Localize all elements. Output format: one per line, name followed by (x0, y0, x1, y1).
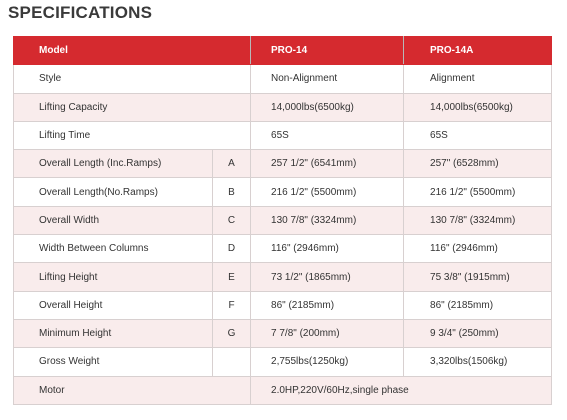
row-label: Lifting Time (14, 121, 251, 149)
row-value-pro-14: 2,755lbs(1250kg) (251, 348, 404, 376)
header-pro-14a: PRO-14A (404, 37, 552, 65)
row-dimension-letter (213, 348, 251, 376)
row-value-pro-14: 65S (251, 121, 404, 149)
row-value-pro-14: 7 7/8" (200mm) (251, 319, 404, 347)
row-label: Style (14, 65, 251, 93)
row-value-pro-14: 216 1/2" (5500mm) (251, 178, 404, 206)
row-dimension-letter: A (213, 150, 251, 178)
row-label: Overall Length(No.Ramps) (14, 178, 213, 206)
row-dimension-letter: C (213, 206, 251, 234)
row-dimension-letter: D (213, 235, 251, 263)
row-value-pro-14: 86" (2185mm) (251, 291, 404, 319)
table-row (14, 178, 552, 206)
row-label: Lifting Capacity (14, 93, 251, 121)
row-value-pro-14: 130 7/8" (3324mm) (251, 206, 404, 234)
row-label: Overall Height (14, 291, 213, 319)
row-label-motor: Motor (14, 376, 251, 404)
table-row (14, 348, 552, 376)
row-value-pro-14a: 116" (2946mm) (404, 235, 552, 263)
row-value-pro-14a: 257" (6528mm) (404, 150, 552, 178)
table-row (14, 65, 552, 93)
table-header-row (14, 37, 552, 65)
row-label: Minimum Height (14, 319, 213, 347)
row-label: Gross Weight (14, 348, 213, 376)
row-value-pro-14: 73 1/2" (1865mm) (251, 263, 404, 291)
row-dimension-letter: B (213, 178, 251, 206)
row-value-pro-14a: Alignment (404, 65, 552, 93)
header-pro-14: PRO-14 (251, 37, 404, 65)
table-row (14, 93, 552, 121)
row-value-pro-14a: 86" (2185mm) (404, 291, 552, 319)
table-row (14, 235, 552, 263)
table-row-motor (14, 376, 552, 404)
row-value-motor: 2.0HP,220V/60Hz,single phase (251, 376, 552, 404)
row-value-pro-14a: 65S (404, 121, 552, 149)
row-value-pro-14a: 3,320lbs(1506kg) (404, 348, 552, 376)
row-dimension-letter: E (213, 263, 251, 291)
row-value-pro-14a: 9 3/4" (250mm) (404, 319, 552, 347)
table-row (14, 263, 552, 291)
row-value-pro-14: 257 1/2" (6541mm) (251, 150, 404, 178)
table-row (14, 150, 552, 178)
table-row (14, 206, 552, 234)
header-model: Model (14, 37, 251, 65)
row-value-pro-14: 116" (2946mm) (251, 235, 404, 263)
row-value-pro-14a: 14,000lbs(6500kg) (404, 93, 552, 121)
row-value-pro-14a: 216 1/2" (5500mm) (404, 178, 552, 206)
specifications-table (13, 36, 552, 405)
row-dimension-letter: F (213, 291, 251, 319)
table-row (14, 121, 552, 149)
table-row (14, 291, 552, 319)
page-title: SPECIFICATIONS (8, 3, 153, 22)
row-dimension-letter: G (213, 319, 251, 347)
row-label: Overall Length (Inc.Ramps) (14, 150, 213, 178)
row-label: Lifting Height (14, 263, 213, 291)
row-value-pro-14a: 75 3/8" (1915mm) (404, 263, 552, 291)
row-value-pro-14: Non-Alignment (251, 65, 404, 93)
row-value-pro-14: 14,000lbs(6500kg) (251, 93, 404, 121)
table-row (14, 319, 552, 347)
row-value-pro-14a: 130 7/8" (3324mm) (404, 206, 552, 234)
row-label: Width Between Columns (14, 235, 213, 263)
row-label: Overall Width (14, 206, 213, 234)
